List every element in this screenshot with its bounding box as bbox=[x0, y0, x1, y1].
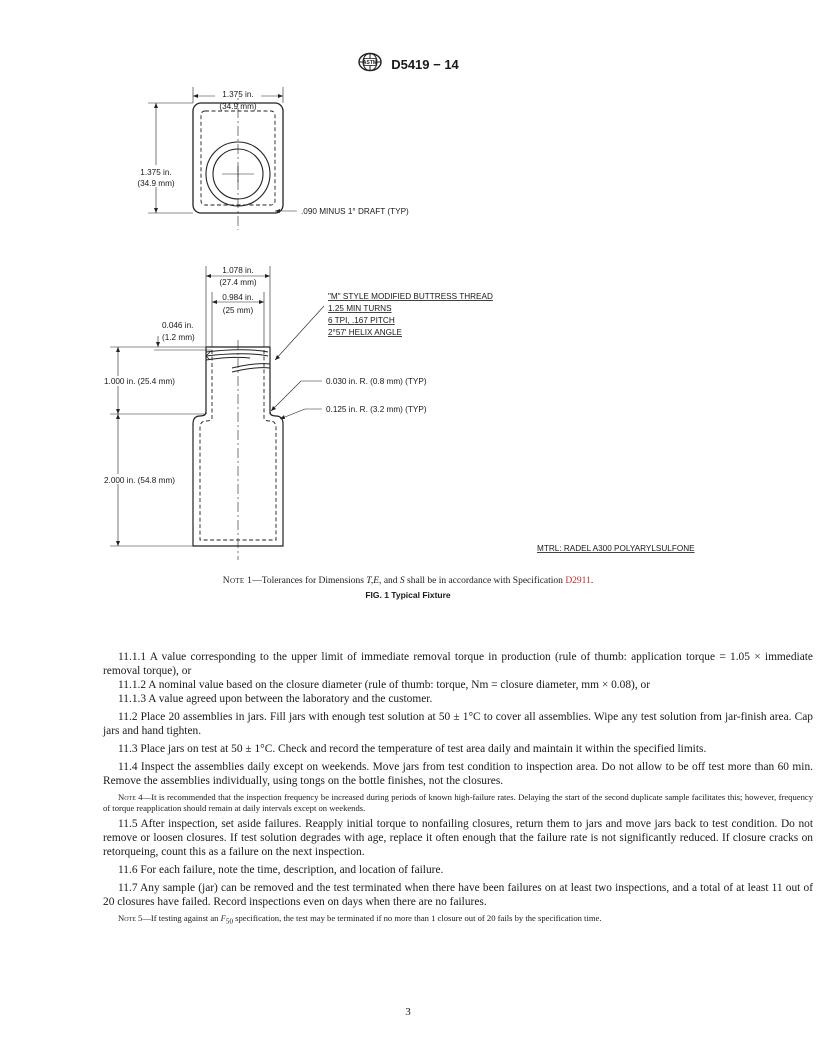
paragraph-11-1-1: 11.1.1 A value corresponding to the upper limit of immediate removal torque in production (rule of thumb: application torque = 1.05 × immediate removal torque), or bbox=[103, 651, 813, 677]
side-view bbox=[100, 266, 695, 560]
thread-note-line-2: 1.25 MIN TURNS bbox=[328, 304, 392, 313]
figure-note-1: Note 1—Tolerances for Dimensions T,E, and S shall be in accordance with Specification D2911. bbox=[222, 576, 594, 586]
thread-note-line-1: "M" STYLE MODIFIED BUTTRESS THREAD bbox=[328, 292, 493, 301]
page-header bbox=[0, 52, 816, 77]
neck-inner-mm-label: (25 mm) bbox=[222, 306, 254, 315]
paragraph-11-2: 11.2 Place 20 assemblies in jars. Fill jars with enough test solution at 50 ± 1°C to cover all assemblies. Wipe any test solution from jar-finish area. Cap jars and hand tighten. bbox=[103, 711, 813, 737]
paragraph-11-4: 11.4 Inspect the assemblies daily except on weekends. Move jars from test condition to inspection area. Do not allow to be off test more than 60 min. Remove the assemblies individually, using tongs on the bottle finishes, not the closures. bbox=[103, 761, 813, 787]
material-label: MTRL: RADEL A300 POLYARYLSULFONE bbox=[537, 544, 695, 553]
note-4: Note 4—It is recommended that the inspection frequency be increased during periods of known high-failure rates. Delaying the start of the second duplicate sample facilitates this; however, frequency of torque reapplication should remain at daily intervals except on weekends. bbox=[103, 792, 813, 813]
neck-inner-label: 0.984 in. bbox=[222, 293, 254, 302]
top-view bbox=[130, 87, 409, 230]
typical-fixture-drawing bbox=[0, 80, 816, 570]
radius-large-label: 0.125 in. R. (3.2 mm) (TYP) bbox=[326, 405, 427, 414]
note-1-label: Note 1 bbox=[222, 576, 253, 586]
radius-small-label: 0.030 in. R. (0.8 mm) (TYP) bbox=[326, 377, 427, 386]
paragraph-11-3: 11.3 Place jars on test at 50 ± 1°C. Check and record the temperature of test area daily and maintain it within the specified limits. bbox=[118, 743, 707, 755]
neck-outer-label: 1.078 in. bbox=[222, 266, 254, 275]
paragraph-11-6: 11.6 For each failure, note the time, description, and location of failure. bbox=[118, 864, 444, 876]
note-5: Note 5—If testing against an $F_{50}$ specification, the test may be terminated if no more than 1 closure out of 20 fails by the specification time. bbox=[118, 913, 602, 926]
paragraph-11-7: 11.7 Any sample (jar) can be removed and the test terminated when there have been failures on at least two inspections, and a total of at least 11 out of 20 closures have failed. Record inspections even on days when there are no failures. bbox=[103, 882, 813, 908]
lip-mm-label: (1.2 mm) bbox=[162, 333, 195, 342]
top-width-label: 1.375 in. bbox=[222, 90, 254, 99]
astm-logo-icon bbox=[357, 52, 383, 77]
neck-height-label: 1.000 in. (25.4 mm) bbox=[104, 377, 175, 386]
thread-note-line-4: 2°57' HELIX ANGLE bbox=[328, 328, 403, 337]
thread-note-line-3: 6 TPI, .167 PITCH bbox=[328, 316, 395, 325]
paragraph-11-1-2: 11.1.2 A nominal value based on the closure diameter (rule of thumb: torque, Nm = closure diameter, mm × 0.08), or bbox=[118, 679, 651, 691]
page-number: 3 bbox=[405, 1006, 411, 1018]
svg-text:ASTM: ASTM bbox=[363, 60, 378, 67]
lip-label: 0.046 in. bbox=[162, 321, 194, 330]
draft-label: .090 MINUS 1° DRAFT (TYP) bbox=[301, 207, 409, 216]
d2911-link[interactable]: D2911 bbox=[565, 576, 591, 586]
paragraph-11-5: 11.5 After inspection, set aside failures. Reapply initial torque to nonfailing closures, return them to jars and move jars back to test condition. Do not remove or loosen closures. If test solution degrades with age, replace it often enough that the failure rate is not significantly reduced. If closure cracks on retorqueing, count this as a failure on the next inspection. bbox=[103, 818, 813, 858]
figure-caption: FIG. 1 Typical Fixture bbox=[365, 590, 451, 600]
top-height-label: 1.375 in. bbox=[140, 168, 172, 177]
body-text bbox=[103, 650, 813, 931]
body-height-label: 2.000 in. (54.8 mm) bbox=[104, 476, 175, 485]
document-designation: D5419 − 14 bbox=[391, 57, 459, 72]
paragraph-11-1-3: 11.1.3 A value agreed upon between the laboratory and the customer. bbox=[118, 693, 433, 705]
top-width-mm-label: (34.9 mm) bbox=[219, 102, 257, 111]
top-height-mm-label: (34.9 mm) bbox=[137, 179, 175, 188]
neck-outer-mm-label: (27.4 mm) bbox=[219, 278, 257, 287]
